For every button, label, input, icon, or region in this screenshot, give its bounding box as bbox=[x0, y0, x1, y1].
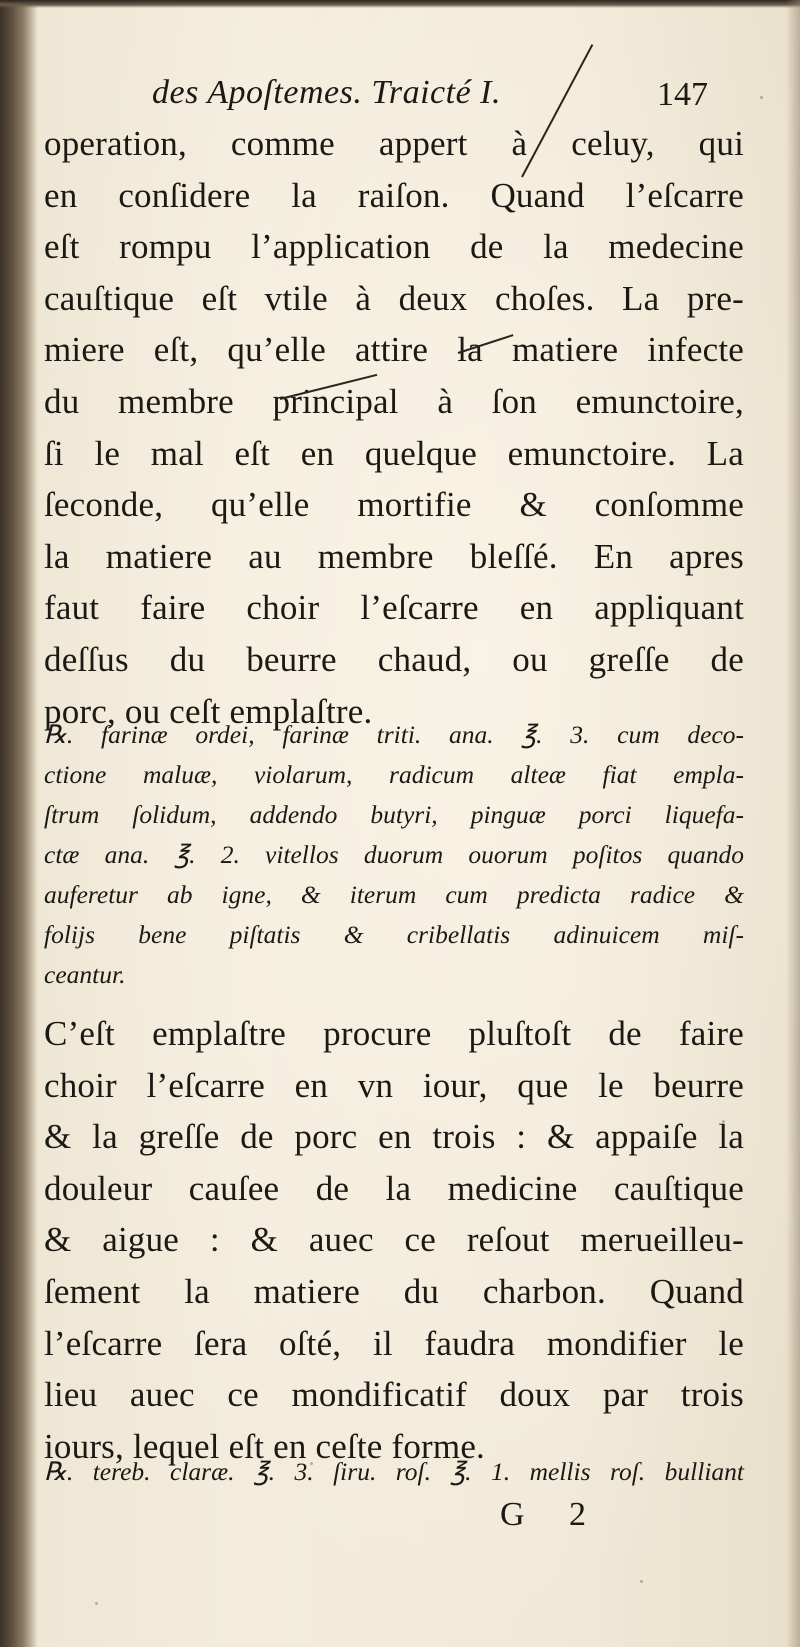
recipe-line: ℞. tereb. claræ. ℥. 3. ſiru. roſ. ℥. 1. mellis roſ. bulliant bbox=[44, 1457, 744, 1486]
text-line: ſement la matiere du charbon. Quand bbox=[44, 1271, 744, 1311]
latin-recipe-1 bbox=[44, 715, 744, 995]
recipe-line: ſtrum ſolidum, addendo butyri, pinguæ porci liquefa- bbox=[44, 800, 744, 829]
signature-mark: G 2 bbox=[500, 1496, 605, 1533]
page-right-shadow bbox=[786, 0, 800, 1647]
text-line: iours, lequel eſt en ceſte forme. bbox=[44, 1426, 486, 1466]
recipe-line: ℞. farinæ ordei, farinæ triti. ana. ℥. 3. cum deco- bbox=[44, 720, 744, 749]
text-line: en conſidere la raiſon. Quand l’eſcarre bbox=[44, 175, 744, 215]
text-line: cauſtique eſt vtile à deux choſes. La pre- bbox=[44, 278, 744, 318]
recipe-line: ctæ ana. ℥. 2. vitellos duorum ouorum poſitos quando bbox=[44, 840, 744, 869]
page-number: 147 bbox=[657, 76, 708, 113]
text-line: miere eſt, qu’elle attire la matiere infecte bbox=[44, 330, 744, 370]
text-line: la matiere au membre bleſſé. En apres bbox=[44, 536, 744, 576]
book-binding-edge bbox=[0, 0, 38, 1647]
page-top-edge bbox=[0, 0, 800, 8]
text-line: choir l’eſcarre en vn iour, que le beurre bbox=[44, 1065, 744, 1105]
paragraph-1 bbox=[44, 118, 744, 737]
text-line: porc, ou ceſt emplaſtre. bbox=[44, 691, 373, 731]
text-line: douleur cauſee de la medicine cauſtique bbox=[44, 1168, 744, 1208]
recipe-line: auferetur ab igne, & iterum cum predicta radice & bbox=[44, 880, 744, 909]
text-line: ſi le mal eſt en quelque emunctoire. La bbox=[44, 433, 744, 473]
paragraph-2 bbox=[44, 1008, 744, 1472]
recipe-line: folijs bene piſtatis & cribellatis adinuicem miſ- bbox=[44, 920, 744, 949]
text-line: ſeconde, qu’elle mortifie & conſomme bbox=[44, 485, 744, 525]
text-line: & aigue : & auec ce reſout merueilleu- bbox=[44, 1220, 744, 1260]
text-line: eſt rompu l’application de la medecine bbox=[44, 227, 744, 267]
running-title: des Apoſtemes. Traicté I. bbox=[152, 74, 501, 111]
text-line: C’eſt emplaſtre procure pluſtoſt de faire bbox=[44, 1014, 744, 1053]
text-line: du membre principal à ſon emunctoire, bbox=[44, 381, 744, 421]
page-header bbox=[0, 74, 800, 124]
recipe-line: ceantur. bbox=[44, 960, 126, 989]
text-line: faut faire choir l’eſcarre en appliquant bbox=[44, 588, 744, 628]
text-line: operation, comme appert à celuy, qui bbox=[44, 124, 744, 163]
text-line: deſſus du beurre chaud, ou greſſe de bbox=[44, 639, 744, 679]
text-line: lieu auec ce mondificatif doux par trois bbox=[44, 1375, 744, 1415]
latin-recipe-2 bbox=[44, 1452, 744, 1492]
text-line: & la greſſe de porc en trois : & appaiſe la bbox=[44, 1117, 744, 1157]
text-line: l’eſcarre ſera oſté, il faudra mondifier le bbox=[44, 1323, 744, 1363]
recipe-line: ctione maluæ, violarum, radicum alteæ fiat empla- bbox=[44, 760, 744, 789]
